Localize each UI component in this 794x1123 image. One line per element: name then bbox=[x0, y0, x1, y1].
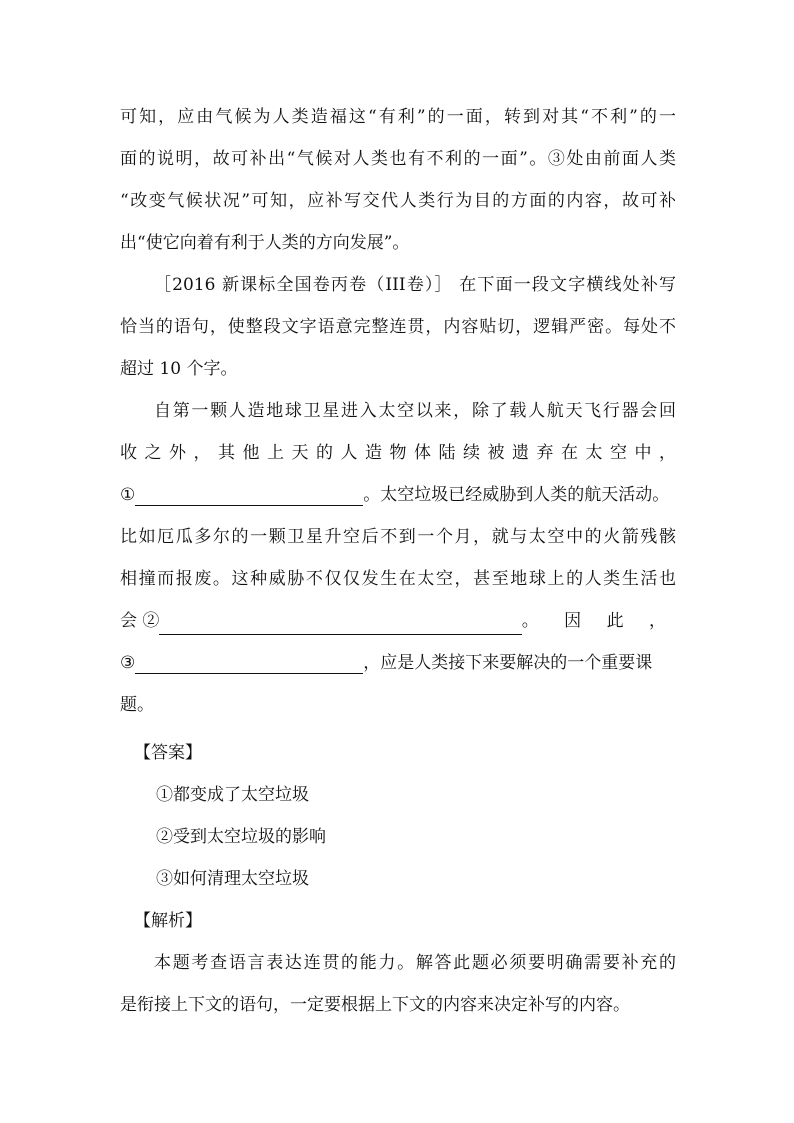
text-fragment: ，应是人类接下来要解决的一个重要课 bbox=[363, 653, 653, 673]
analysis-label: 【解析】 bbox=[134, 911, 202, 931]
text-line: “改变气候状况”可知，应补写交代人类行为目的方面的内容，故可补 bbox=[120, 191, 676, 211]
text-line: 面的说明，故可补出“气候对人类也有不利的一面”。③处由前面人类 bbox=[120, 149, 676, 169]
answer-item: ③如何清理太空垃圾 bbox=[156, 869, 309, 889]
text-line: 是衔接上下文的语句，一定要根据上下文的内容来决定补写的内容。 bbox=[120, 995, 630, 1015]
text-line: 自第一颗人造地球卫星进入太空以来，除了载人航天飞行器会回 bbox=[154, 401, 676, 421]
text-line: 比如厄瓜多尔的一颗卫星升空后不到一个月，就与太空中的火箭残骸 bbox=[120, 527, 676, 547]
text-line: 出“使它向着有利于人类的方向发展”。 bbox=[120, 233, 410, 253]
previous-analysis-continuation bbox=[120, 96, 676, 264]
text-line-with-blank-1 bbox=[120, 474, 676, 516]
text-fragment: 。 因 此 ， bbox=[521, 611, 676, 631]
text-line: 超过 10 个字。 bbox=[120, 359, 238, 379]
text-line-with-blank-3 bbox=[120, 642, 676, 684]
text-line: 恰当的语句，使整段文字语意完整连贯，内容贴切，逻辑严密。每处不 bbox=[120, 317, 676, 337]
text-line: 可知，应由气候为人类造福这“有利”的一面，转到对其“不利”的一 bbox=[120, 107, 676, 127]
question-passage bbox=[120, 390, 676, 726]
blank-2-underline bbox=[159, 608, 521, 635]
document-page bbox=[120, 96, 676, 1026]
text-fragment: 。太空垃圾已经威胁到人类的航天活动。 bbox=[363, 485, 670, 505]
text-line: 收之外，其他上天的人造物体陆续被遗弃在太空中， bbox=[120, 443, 676, 463]
text-line: ［2016 新课标全国卷丙卷（III卷）］ 在下面一段文字横线处补写 bbox=[154, 275, 676, 295]
text-line: 题。 bbox=[120, 695, 154, 715]
question-prompt bbox=[120, 264, 676, 390]
blank-3-underline bbox=[135, 647, 363, 674]
text-line: 相撞而报废。这种威胁不仅仅发生在太空，甚至地球上的人类生活也 bbox=[120, 569, 676, 589]
answer-label: 【答案】 bbox=[134, 743, 202, 763]
text-line: 本题考查语言表达连贯的能力。解答此题必须要明确需要补充的 bbox=[154, 953, 676, 973]
answer-item: ②受到太空垃圾的影响 bbox=[156, 827, 326, 847]
blank-1-underline bbox=[135, 479, 363, 506]
answer-section bbox=[120, 732, 676, 900]
blank-marker-1: ① bbox=[120, 485, 136, 505]
analysis-section bbox=[120, 900, 676, 1026]
text-line-with-blank-2 bbox=[120, 600, 676, 642]
answer-item: ①都变成了太空垃圾 bbox=[156, 785, 309, 805]
blank-marker-3: ③ bbox=[120, 653, 136, 673]
blank-marker-2: 会 ② bbox=[120, 611, 160, 631]
